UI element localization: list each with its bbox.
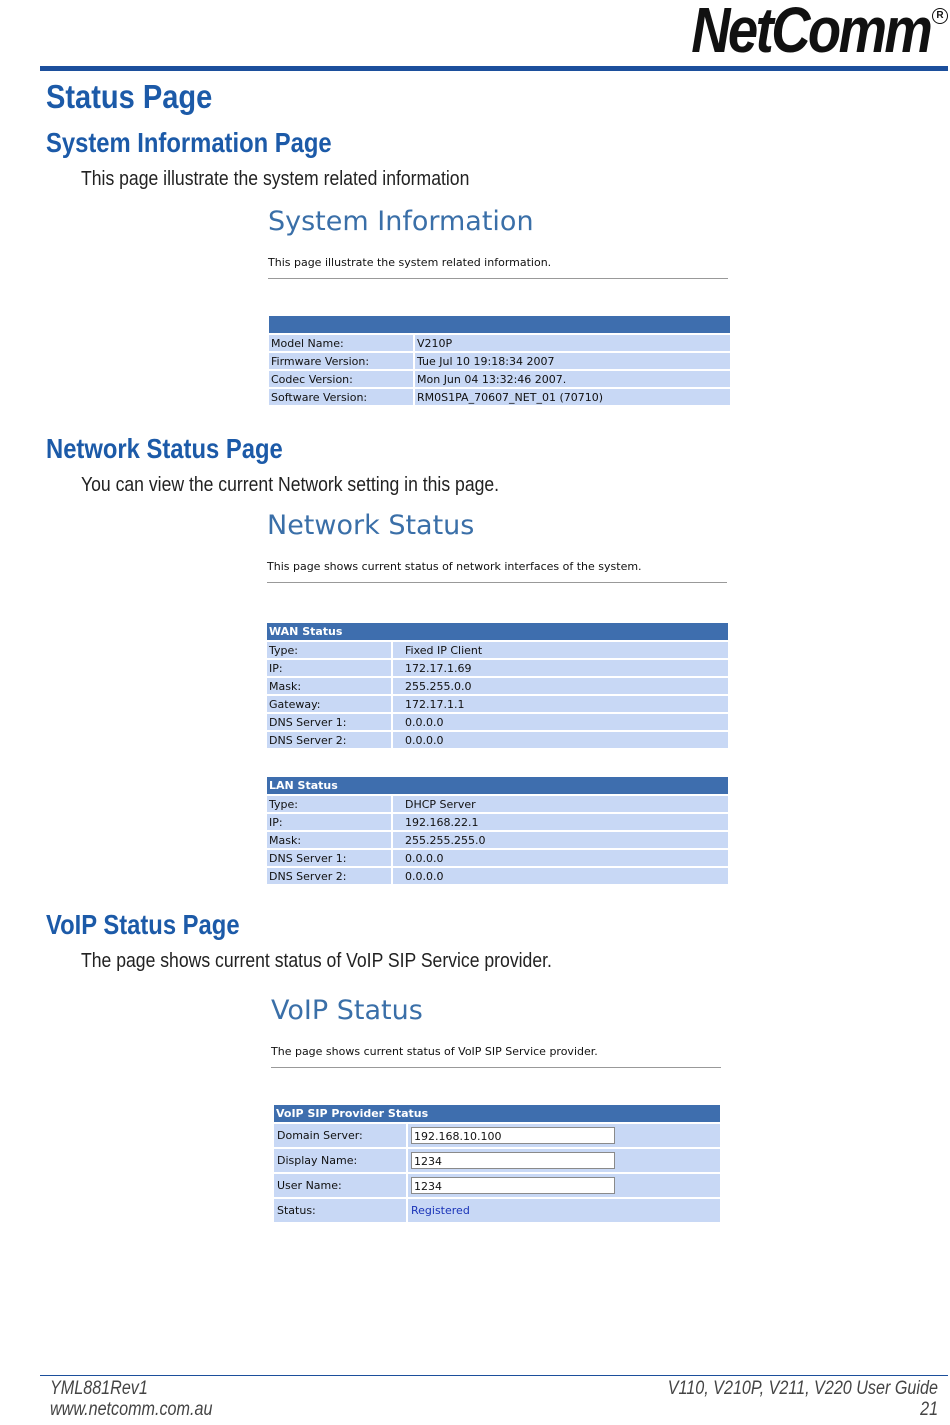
table-row — [267, 678, 728, 694]
row-value: 0.0.0.0 — [393, 732, 728, 748]
table-row — [267, 714, 728, 730]
user-name-input[interactable]: 1234 — [411, 1177, 615, 1194]
divider — [271, 1067, 721, 1068]
voip-panel-title: VoIP Status — [271, 995, 423, 1026]
row-value: Fixed IP Client — [393, 642, 728, 658]
row-label: Model Name: — [269, 335, 415, 351]
table-row — [267, 832, 728, 848]
row-label: Gateway: — [267, 696, 393, 712]
domain-server-cell — [408, 1124, 720, 1147]
display-name-input[interactable]: 1234 — [411, 1152, 615, 1169]
system-panel-title: System Information — [268, 206, 534, 237]
status-label: Status: — [274, 1199, 408, 1222]
lan-status-title: LAN Status — [267, 777, 728, 794]
row-value: 172.17.1.1 — [393, 696, 728, 712]
row-value: 192.168.22.1 — [393, 814, 728, 830]
table-header — [269, 316, 730, 333]
network-panel-title: Network Status — [267, 510, 475, 541]
table-row — [269, 389, 730, 405]
table-row — [274, 1124, 720, 1147]
display-name-label: Display Name: — [274, 1149, 408, 1172]
system-description: This page illustrate the system related information — [81, 168, 470, 190]
doc-id: YML881Rev1 — [50, 1378, 148, 1399]
voip-panel — [271, 995, 721, 1068]
table-row — [274, 1149, 720, 1172]
page-number: 21 — [920, 1399, 938, 1420]
wan-status-table — [267, 621, 728, 750]
row-value: 0.0.0.0 — [393, 850, 728, 866]
row-value: V210P — [415, 335, 730, 351]
wan-status-title: WAN Status — [267, 623, 728, 640]
domain-server-label: Domain Server: — [274, 1124, 408, 1147]
table-row — [267, 796, 728, 812]
system-info-table — [269, 314, 730, 407]
divider — [267, 582, 727, 583]
voip-table-title: VoIP SIP Provider Status — [274, 1105, 720, 1122]
table-row — [267, 732, 728, 748]
row-value: Mon Jun 04 13:32:46 2007. — [415, 371, 730, 387]
voip-panel-subtitle: The page shows current status of VoIP SIP Service provider. — [271, 1045, 598, 1058]
domain-server-input[interactable]: 192.168.10.100 — [411, 1127, 615, 1144]
user-name-label: User Name: — [274, 1174, 408, 1197]
table-row — [267, 660, 728, 676]
voip-description: The page shows current status of VoIP SIP Service provider. — [81, 950, 552, 972]
table-row — [269, 353, 730, 369]
row-value: 172.17.1.69 — [393, 660, 728, 676]
row-value: Tue Jul 10 19:18:34 2007 — [415, 353, 730, 369]
logo-text: NetComm — [690, 0, 930, 66]
table-row — [274, 1174, 720, 1197]
row-value: 255.255.255.0 — [393, 832, 728, 848]
guide-title: V110, V210P, V211, V220 User Guide — [667, 1378, 938, 1399]
bottom-rule — [40, 1375, 948, 1376]
lan-status-table — [267, 775, 728, 886]
system-panel-subtitle: This page illustrate the system related information. — [268, 256, 552, 269]
registered-mark: R — [932, 8, 948, 24]
table-row — [267, 850, 728, 866]
table-row — [267, 696, 728, 712]
voip-heading: VoIP Status Page — [46, 909, 240, 940]
row-label: DNS Server 2: — [267, 868, 393, 884]
website: www.netcomm.com.au — [50, 1399, 213, 1420]
row-label: Mask: — [267, 678, 393, 694]
system-panel — [268, 206, 728, 279]
row-label: Mask: — [267, 832, 393, 848]
divider — [268, 278, 728, 279]
network-panel-subtitle: This page shows current status of network interfaces of the system. — [267, 560, 642, 573]
display-name-cell — [408, 1149, 720, 1172]
row-value: DHCP Server — [393, 796, 728, 812]
voip-sip-table — [274, 1103, 720, 1224]
table-row — [267, 642, 728, 658]
row-label: Codec Version: — [269, 371, 415, 387]
table-row — [269, 335, 730, 351]
top-rule — [40, 66, 948, 71]
row-value: 0.0.0.0 — [393, 868, 728, 884]
netcomm-logo — [690, 0, 930, 66]
user-name-cell — [408, 1174, 720, 1197]
page-title: Status Page — [46, 78, 213, 115]
table-row — [274, 1199, 720, 1222]
row-value: 0.0.0.0 — [393, 714, 728, 730]
status-value: Registered — [411, 1204, 470, 1217]
row-label: Type: — [267, 796, 393, 812]
network-heading: Network Status Page — [46, 433, 283, 464]
row-label: Type: — [267, 642, 393, 658]
table-row — [267, 868, 728, 884]
row-label: DNS Server 1: — [267, 714, 393, 730]
row-label: Software Version: — [269, 389, 415, 405]
row-value: 255.255.0.0 — [393, 678, 728, 694]
row-label: DNS Server 2: — [267, 732, 393, 748]
network-panel — [267, 510, 727, 583]
status-cell — [408, 1199, 720, 1222]
system-heading: System Information Page — [46, 127, 332, 158]
row-value: RM0S1PA_70607_NET_01 (70710) — [415, 389, 730, 405]
row-label: IP: — [267, 660, 393, 676]
table-row — [267, 814, 728, 830]
table-row — [269, 371, 730, 387]
row-label: IP: — [267, 814, 393, 830]
row-label: DNS Server 1: — [267, 850, 393, 866]
network-description: You can view the current Network setting in this page. — [81, 474, 500, 496]
row-label: Firmware Version: — [269, 353, 415, 369]
